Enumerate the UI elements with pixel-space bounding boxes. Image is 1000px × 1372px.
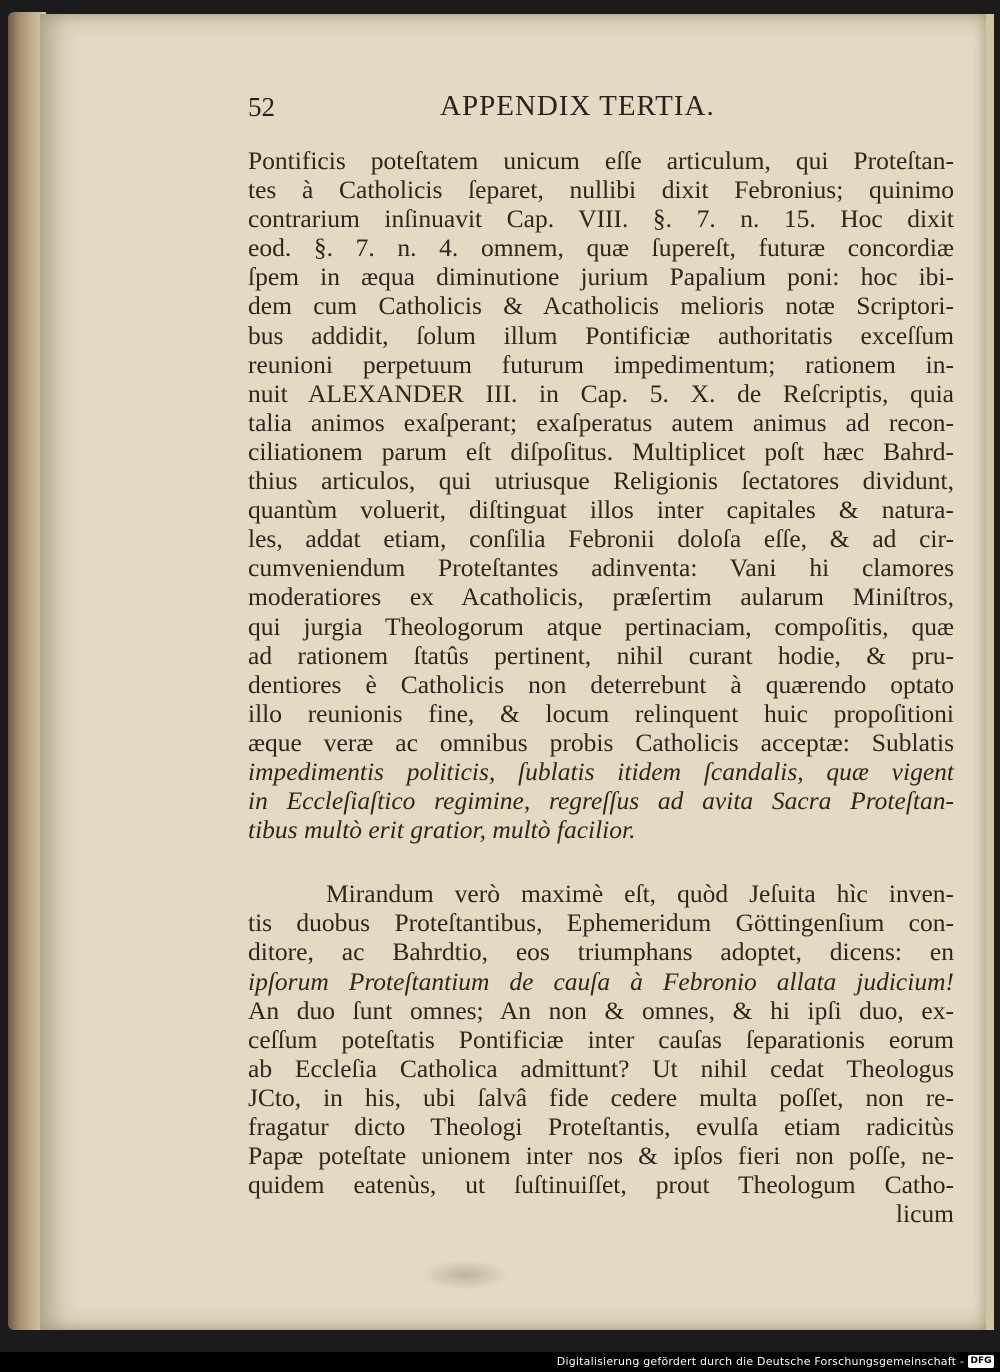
text-line: in Eccleſiaſtico regimine, regreſſus ad avita Sacra Proteſtan- bbox=[248, 786, 954, 816]
text-line: dem cum Catholicis & Acatholicis melioris notæ Scriptori- bbox=[248, 291, 954, 321]
text-line: talia animos exaſperant; exaſperatus autem animus ad recon- bbox=[248, 407, 954, 437]
footer-credit: Digitalisierung gefördert durch die Deutsche Forschungsgemeinschaft - bbox=[556, 1355, 964, 1368]
catchword: licum bbox=[895, 1199, 954, 1229]
dfg-logo: DFG bbox=[968, 1355, 994, 1368]
paragraph-1 bbox=[248, 146, 954, 844]
page-right-border bbox=[986, 14, 994, 1330]
text-line: impedimentis politicis, ſublatis itidem ſcandalis, quæ vigent bbox=[248, 756, 954, 786]
body-text bbox=[248, 146, 954, 1228]
page-header bbox=[248, 86, 948, 126]
text-line: tes à Catholicis ſeparet, nullibi dixit Febronius; quinimo bbox=[248, 175, 954, 205]
text-line: Papæ poteſtate unionem inter nos & ipſos fieri non poſſe, ne- bbox=[248, 1141, 954, 1171]
text-line: æque veræ ac omnibus probis Catholicis acceptæ: Sublatis bbox=[248, 727, 954, 757]
text-line: ab Eccleſia Catholica admittunt? Ut nihil cedat Theologus bbox=[248, 1053, 954, 1083]
text-line: ſpem in æqua diminutione jurium Papalium poni: hoc ibi- bbox=[248, 262, 954, 292]
text-line: bus addidit, ſolum illum Pontificiæ authoritatis exceſſum bbox=[248, 320, 954, 350]
text-line: ciliationem parum eſt diſpoſitus. Multiplicet poſt hæc Bahrd- bbox=[248, 436, 954, 466]
text-line: ceſſum poteſtatis Pontificiæ inter cauſas ſeparationis eorum bbox=[248, 1024, 954, 1054]
text-line: contrarium inſinuavit Cap. VIII. §. 7. n. 15. Hoc dixit bbox=[248, 204, 954, 234]
text-line: ad rationem ſtatûs pertinent, nihil curant hodie, & pru- bbox=[248, 640, 954, 670]
text-line: Mirandum verò maximè eſt, quòd Jeſuita hìc inven- bbox=[326, 879, 954, 909]
text-line: illo reunionis fine, & locum relinquent huic propoſitioni bbox=[248, 698, 954, 728]
page-number: 52 bbox=[248, 92, 275, 122]
ink-smudge bbox=[420, 1260, 510, 1290]
running-head: APPENDIX TERTIA. bbox=[440, 90, 715, 122]
text-line: qui jurgia Theologorum atque pertinaciam, compoſitis, quæ bbox=[248, 611, 954, 641]
text-line: reunioni perpetuum futurum impedimentum; rationem in- bbox=[248, 349, 954, 379]
text-line: JCto, in his, ubi ſalvâ fide cedere multa poſſet, non re- bbox=[248, 1082, 954, 1112]
text-line: tis duobus Proteſtantibus, Ephemeridum Göttingenſium con- bbox=[248, 908, 954, 938]
text-line: fragatur dicto Theologi Proteſtantis, evulſa etiam radicitùs bbox=[248, 1112, 954, 1141]
text-line: ipſorum Proteſtantium de cauſa à Febronio allata judicium! bbox=[248, 966, 954, 996]
paragraph-2 bbox=[248, 879, 954, 1199]
text-line: An duo ſunt omnes; An non & omnes, & hi ipſi duo, ex- bbox=[248, 995, 954, 1025]
paragraph-gap bbox=[248, 844, 954, 879]
text-line: les, addat etiam, conſilia Febronii doloſa eſſe, & ad cir- bbox=[248, 524, 954, 554]
text-line: eod. §. 7. n. 4. omnem, quæ ſupereſt, futuræ concordiæ bbox=[248, 233, 954, 263]
text-line: cumveniendum Proteſtantes adinventa: Vani hi clamores bbox=[248, 553, 954, 583]
digitization-footer bbox=[0, 1352, 1000, 1372]
text-line: ditore, ac Bahrdtio, eos triumphans adoptet, dicens: en bbox=[248, 937, 954, 967]
text-line: quidem eatenùs, ut ſuſtinuiſſet, prout Theologum Catho- bbox=[248, 1170, 954, 1200]
text-line: nuit ALEXANDER III. in Cap. 5. X. de Reſcriptis, quia bbox=[248, 378, 954, 408]
text-line: tibus multò erit gratior, multò facilior. bbox=[248, 815, 636, 845]
text-line: moderatiores ex Acatholicis, præſertim aularum Miniſtros, bbox=[248, 582, 954, 612]
text-line: dentiores è Catholicis non deterrebunt à quærendo optato bbox=[248, 669, 954, 699]
text-line: thius articulos, qui utriusque Religionis ſectatores dividunt, bbox=[248, 466, 954, 496]
text-line: quantùm voluerit, diſtinguat illos inter capitales & natura- bbox=[248, 495, 954, 525]
text-line: Pontificis poteſtatem unicum eſſe articulum, qui Proteſtan- bbox=[248, 146, 954, 175]
